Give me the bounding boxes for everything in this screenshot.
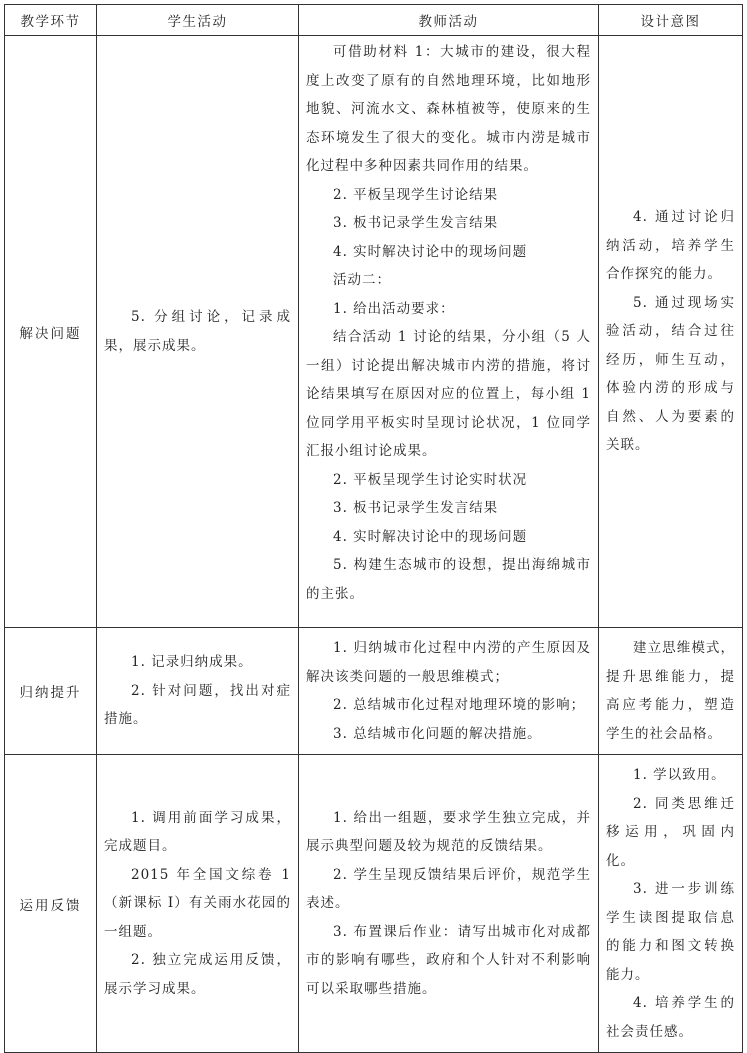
teacher-activity-cell xyxy=(299,755,599,1053)
student-line: 1. 调用前面学习成果，完成题目。 xyxy=(104,809,291,855)
student-line: 2015 年全国文综卷 1（新课标 I）有关雨水花园的一组题。 xyxy=(104,866,291,940)
header-stage: 教学环节 xyxy=(5,5,97,36)
design-line: 2. 同类思维迁移运用，巩固内化。 xyxy=(606,795,735,869)
design-line: 5. 通过现场实验活动，结合过往经历，师生互动，体验内涝的形成与自然、人为要素的关联。 xyxy=(606,294,735,454)
design-line: 1. 学以致用。 xyxy=(633,767,726,783)
table-row xyxy=(5,36,743,628)
student-activity-cell xyxy=(97,755,299,1053)
teacher-line: 3. 板书记录学生发言结果 xyxy=(333,215,499,231)
teacher-line: 结合活动 1 讨论的结果，分小组（5 人一组）讨论提出解决城市内涝的措施，将讨论结果填写在原因对应的位置上，每小组 1 位同学用平板实时呈现讨论状况，1 位同学汇报小组讨论成果。 xyxy=(306,329,591,459)
lesson-plan-table xyxy=(4,4,743,1053)
teacher-line: 5. 构建生态城市的设想，提出海绵城市的主张。 xyxy=(306,557,591,602)
teacher-line: 3. 板书记录学生发言结果 xyxy=(333,500,499,516)
teacher-activity-cell xyxy=(299,628,599,755)
design-intent-cell xyxy=(599,755,743,1053)
teacher-line: 2. 平板呈现学生讨论实时状况 xyxy=(333,471,528,488)
teacher-line: 3. 布置课后作业：请写出城市化对成都市的影响有哪些，政府和个人针对不利影响可以采取哪些措施。 xyxy=(306,923,591,997)
student-line: 1. 记录归纳成果。 xyxy=(131,654,253,671)
stage-cell: 解决问题 xyxy=(5,36,97,628)
student-line: 5. 分组讨论，记录成果，展示成果。 xyxy=(104,309,291,354)
design-intent-cell xyxy=(599,628,743,755)
header-design-intent: 设计意图 xyxy=(599,5,743,36)
stage-cell: 运用反馈 xyxy=(5,755,97,1053)
teacher-line: 2. 学生呈现反馈结果后评价，规范学生表述。 xyxy=(306,866,591,912)
design-line: 3. 进一步训练学生读图提取信息的能力和图文转换能力。 xyxy=(606,881,735,983)
student-line: 2. 独立完成运用反馈，展示学习成果。 xyxy=(104,952,291,997)
teacher-line: 4. 实时解决讨论中的现场问题 xyxy=(333,528,528,545)
teacher-activity-cell xyxy=(299,36,599,628)
teacher-line: 1. 给出活动要求： xyxy=(333,300,455,317)
table-row xyxy=(5,755,743,1053)
teacher-line: 4. 实时解决讨论中的现场问题 xyxy=(333,243,528,260)
teacher-line: 1. 归纳城市化过程中内涝的产生原因及解决该类问题的一般思维模式； xyxy=(306,640,591,685)
header-row xyxy=(5,5,743,36)
teacher-line: 3. 总结城市化问题的解决措施。 xyxy=(333,725,542,742)
stage-cell: 归纳提升 xyxy=(5,628,97,755)
teacher-line: 2. 总结城市化过程对地理环境的影响； xyxy=(333,697,586,713)
teacher-line: 1. 给出一组题，要求学生独立完成，并展示典型问题及较为规范的反馈结果。 xyxy=(306,809,591,855)
table-row xyxy=(5,628,743,755)
student-activity-cell xyxy=(97,36,299,628)
design-line: 建立思维模式，提升思维能力，提高应考能力，塑造学生的社会品格。 xyxy=(606,640,735,742)
student-activity-cell xyxy=(97,628,299,755)
header-student-activity: 学生活动 xyxy=(97,5,299,36)
design-line: 4. 培养学生的社会责任感。 xyxy=(606,995,735,1040)
student-line: 2. 针对问题，找出对症措施。 xyxy=(104,682,291,728)
design-intent-cell xyxy=(599,36,743,628)
teacher-line: 2. 平板呈现学生讨论结果 xyxy=(333,186,499,203)
teacher-line: 可借助材料 1：大城市的建设，很大程度上改变了原有的自然地理环境，比如地形地貌、河流水文、森林植被等，使原来的生态环境发生了很大的变化。城市内涝是城市化过程中多种因素共同作用的结果。 xyxy=(306,44,591,174)
design-line: 4. 通过讨论归纳活动，培养学生合作探究的能力。 xyxy=(606,209,735,283)
header-teacher-activity: 教师活动 xyxy=(299,5,599,36)
teacher-line: 活动二： xyxy=(333,272,391,288)
